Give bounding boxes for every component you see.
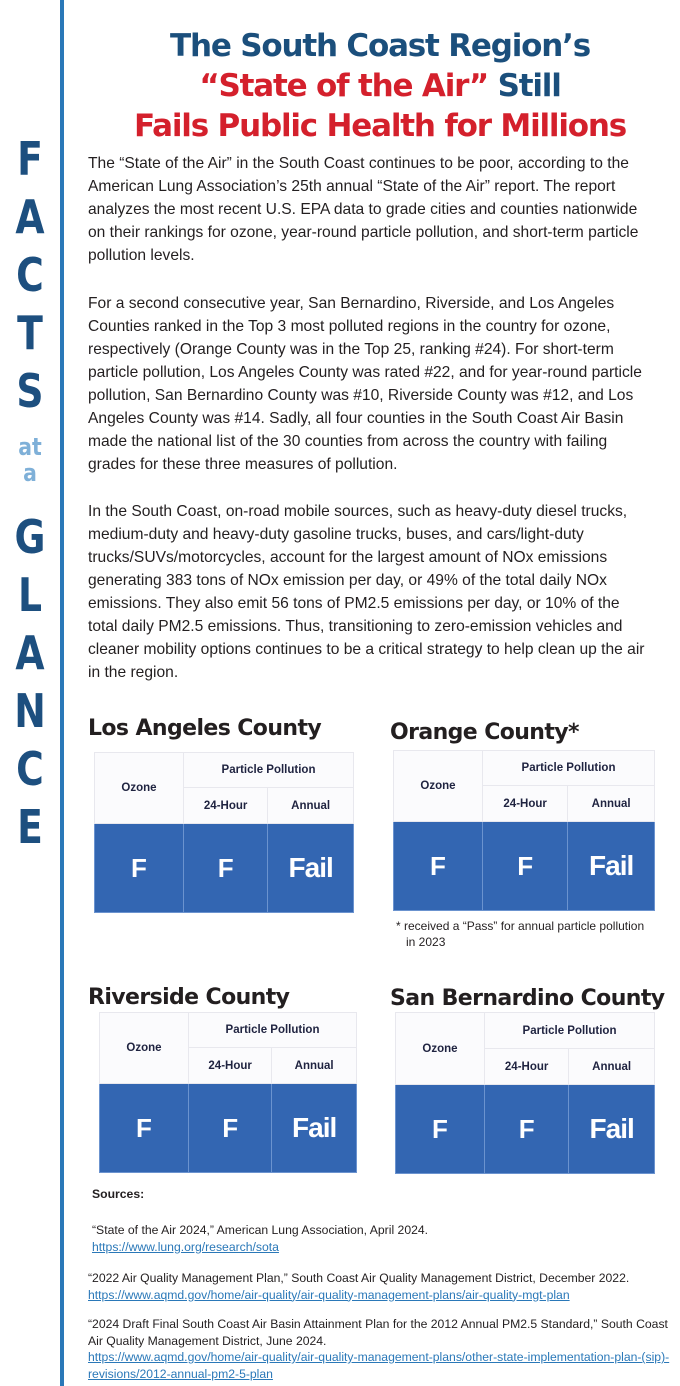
header-annual: Annual bbox=[268, 788, 354, 824]
header-particle-pollution: Particle Pollution bbox=[485, 1013, 655, 1049]
sidebar-letter: N bbox=[14, 684, 46, 738]
county-title-san-bernardino: San Bernardino County bbox=[390, 986, 665, 1011]
grade-table-los-angeles bbox=[94, 752, 354, 913]
sidebar-letter: F bbox=[17, 132, 43, 186]
source-item bbox=[92, 1222, 652, 1255]
header-24-hour: 24-Hour bbox=[485, 1049, 569, 1085]
grade-ozone: F bbox=[396, 1085, 485, 1174]
sidebar-letter: A bbox=[15, 190, 45, 244]
header-ozone: Ozone bbox=[394, 751, 483, 822]
title-line-1: The South Coast Region’s bbox=[170, 28, 590, 64]
header-annual: Annual bbox=[569, 1049, 655, 1085]
grade-table-riverside bbox=[99, 1012, 357, 1173]
grade-24-hour: F bbox=[483, 822, 568, 911]
grade-ozone: F bbox=[394, 822, 483, 911]
sidebar-letter: A bbox=[15, 626, 45, 680]
grade-annual: Fail bbox=[272, 1084, 357, 1173]
sidebar-letter: C bbox=[16, 742, 44, 796]
sidebar-word: a bbox=[23, 459, 37, 487]
title-line-3: Fails Public Health for Millions bbox=[133, 108, 626, 144]
emissions-paragraph: In the South Coast, on-road mobile sources, such as heavy-duty diesel trucks, medium-duty and heavy-duty gasoline trucks, buses, and cars/light-duty trucks/SUVs/motorcycles, account for the largest amount of NOx emissions generating 383 tons of NOx emission per day, or 49% of the total daily NOx emissions. They also emit 56 tons of PM2.5 emissions per day, or 10% of the total daily PM2.5 emissions. Thus, transitioning to zero-emission vehicles and cleaner mobility options continues to be a critical strategy to help clean up the air in the region. bbox=[88, 503, 645, 681]
header-24-hour: 24-Hour bbox=[184, 788, 268, 824]
orange-county-footnote: * received a “Pass” for annual particle pollution in 2023 bbox=[396, 919, 645, 949]
header-annual: Annual bbox=[568, 786, 655, 822]
sidebar-letter: L bbox=[17, 568, 43, 622]
sidebar-letter: T bbox=[17, 306, 43, 360]
page-title bbox=[80, 26, 680, 146]
header-ozone: Ozone bbox=[100, 1013, 189, 1084]
header-ozone: Ozone bbox=[396, 1013, 485, 1085]
sidebar-letter: E bbox=[17, 800, 43, 854]
header-particle-pollution: Particle Pollution bbox=[189, 1013, 357, 1048]
sidebar-letter: G bbox=[14, 510, 46, 564]
sidebar-word: at bbox=[18, 433, 42, 461]
county-title-los-angeles: Los Angeles County bbox=[88, 716, 322, 741]
source-item bbox=[88, 1316, 673, 1382]
header-24-hour: 24-Hour bbox=[483, 786, 568, 822]
header-ozone: Ozone bbox=[95, 753, 184, 824]
header-24-hour: 24-Hour bbox=[189, 1048, 272, 1084]
facts-at-a-glance-sidebar bbox=[0, 130, 60, 856]
source-link[interactable]: https://www.aqmd.gov/home/air-quality/air-quality-management-plans/other-state-implementation-plan-(sip)-revisions/2012-annual-pm2-5-plan bbox=[88, 1350, 670, 1381]
sources-heading: Sources: bbox=[92, 1187, 145, 1201]
grade-24-hour: F bbox=[189, 1084, 272, 1173]
grade-24-hour: F bbox=[485, 1085, 569, 1174]
grade-table-orange bbox=[393, 750, 655, 911]
sidebar-letter: S bbox=[16, 364, 44, 418]
header-particle-pollution: Particle Pollution bbox=[184, 753, 354, 788]
source-item bbox=[88, 1270, 678, 1303]
source-citation: “2024 Draft Final South Coast Air Basin Attainment Plan for the 2012 Annual PM2.5 Standard,” South Coast Air Quality Management District, June 2024. bbox=[88, 1317, 668, 1348]
grade-annual: Fail bbox=[568, 822, 655, 911]
grade-annual: Fail bbox=[569, 1085, 655, 1174]
grade-table-san-bernardino bbox=[395, 1012, 655, 1174]
source-link[interactable]: https://www.aqmd.gov/home/air-quality/air-quality-management-plans/air-quality-mgt-plan bbox=[88, 1287, 570, 1302]
county-title-riverside: Riverside County bbox=[88, 985, 290, 1010]
header-particle-pollution: Particle Pollution bbox=[483, 751, 655, 786]
source-citation: “2022 Air Quality Management Plan,” South Coast Air Quality Management District, December 2022. bbox=[88, 1271, 630, 1285]
source-citation: “State of the Air 2024,” American Lung Association, April 2024. bbox=[92, 1223, 429, 1237]
header-annual: Annual bbox=[272, 1048, 357, 1084]
grade-ozone: F bbox=[100, 1084, 189, 1173]
grade-24-hour: F bbox=[184, 824, 268, 913]
intro-paragraph: The “State of the Air” in the South Coast continues to be poor, according to the American Lung Association’s 25th annual “State of the Air” report. The report analyzes the most recent U.S. EPA data to grade cities and counties nationwide on their rankings for ozone, year-round particle pollution, and short-term particle pollution levels. bbox=[88, 155, 639, 264]
sidebar-letter: C bbox=[16, 248, 44, 302]
rankings-paragraph: For a second consecutive year, San Bernardino, Riverside, and Los Angeles Counties ranked in the Top 3 most polluted regions in the country for ozone, respectively (Orange County was in the Top 25, ranking #24). For short-term particle pollution, Los Angeles County was rated #22, and for year-round particle pollution, San Bernardino County was #10, Riverside County was #12, and Los Angeles County was #14. Sadly, all four counties in the South Coast Air Basin made the national list of the 30 counties from across the country with failing grades for these three measures of pollution. bbox=[88, 295, 642, 473]
title-line-2-navy: Still bbox=[488, 68, 561, 104]
grade-ozone: F bbox=[95, 824, 184, 913]
grade-annual: Fail bbox=[268, 824, 354, 913]
county-title-orange: Orange County* bbox=[390, 720, 579, 745]
title-line-2-red: “State of the Air” bbox=[199, 68, 488, 104]
source-link[interactable]: https://www.lung.org/research/sota bbox=[92, 1239, 279, 1254]
vertical-divider bbox=[60, 0, 64, 1386]
